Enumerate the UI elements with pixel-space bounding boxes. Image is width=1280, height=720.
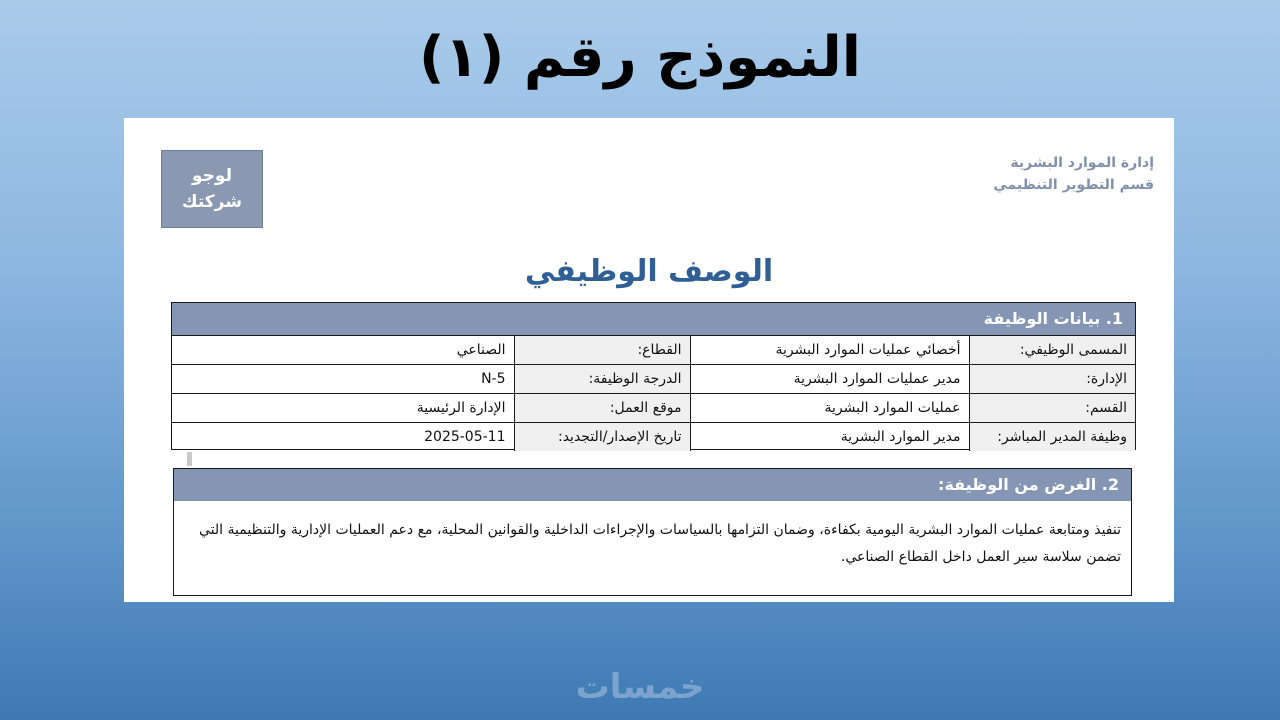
org-header xyxy=(993,152,1154,196)
direct-manager-label: وظيفة المدير المباشر: xyxy=(969,423,1135,452)
administration-label: الإدارة: xyxy=(969,365,1135,394)
watermark-brand-text: خمسات xyxy=(575,667,705,707)
department-value: عمليات الموارد البشرية xyxy=(690,394,969,423)
direct-manager-value: مدير الموارد البشرية xyxy=(690,423,969,452)
section-job-purpose xyxy=(173,468,1132,596)
work-location-value: الإدارة الرئيسية xyxy=(172,394,514,423)
section-job-purpose-header: 2. الغرض من الوظيفة: xyxy=(174,469,1131,501)
administration-value: مدير عمليات الموارد البشرية xyxy=(690,365,969,394)
slide-title: النموذج رقم (١) xyxy=(418,25,862,90)
issue-date-value: 2025-05-11 xyxy=(172,423,514,452)
org-section: قسم التطوير التنظيمي xyxy=(993,177,1154,193)
org-department: إدارة الموارد البشرية xyxy=(1010,155,1154,171)
table-row xyxy=(172,365,1135,394)
job-grade-value: N-5 xyxy=(172,365,514,394)
department-label: القسم: xyxy=(969,394,1135,423)
job-description-document xyxy=(124,118,1174,602)
gutter-mark xyxy=(187,452,192,466)
table-row xyxy=(172,423,1135,452)
table-row xyxy=(172,394,1135,423)
section-job-data xyxy=(171,302,1136,450)
job-purpose-text: تنفيذ ومتابعة عمليات الموارد البشرية اليومية بكفاءة، وضمان التزامها بالسياسات والإجراءات الداخلية والقوانين المحلية، مع دعم العمليات الإدارية والتنظيمية التي تضمن سلاسة سير العمل داخل القطاع الصناعي. xyxy=(199,522,1121,565)
document-title: الوصف الوظيفي xyxy=(524,254,774,289)
sector-value: الصناعي xyxy=(456,342,506,358)
job-title-label: المسمى الوظيفي: xyxy=(969,336,1135,365)
company-logo-placeholder xyxy=(161,150,263,228)
work-location-label: موقع العمل: xyxy=(514,394,690,423)
job-title-value: أخصائي عمليات الموارد البشرية xyxy=(690,336,969,365)
section-job-data-header: 1. بيانات الوظيفة xyxy=(172,303,1135,336)
issue-date-label: تاريخ الإصدار/التجديد: xyxy=(514,423,690,452)
logo-line-1: لوجو xyxy=(192,166,232,186)
logo-line-2: شركتك xyxy=(182,192,242,212)
sector-label: القطاع: xyxy=(514,336,690,365)
job-data-table xyxy=(172,336,1135,451)
table-row xyxy=(172,336,1135,365)
khamsat-watermark-logo xyxy=(560,660,720,710)
job-grade-label: الدرجة الوظيفة: xyxy=(514,365,690,394)
